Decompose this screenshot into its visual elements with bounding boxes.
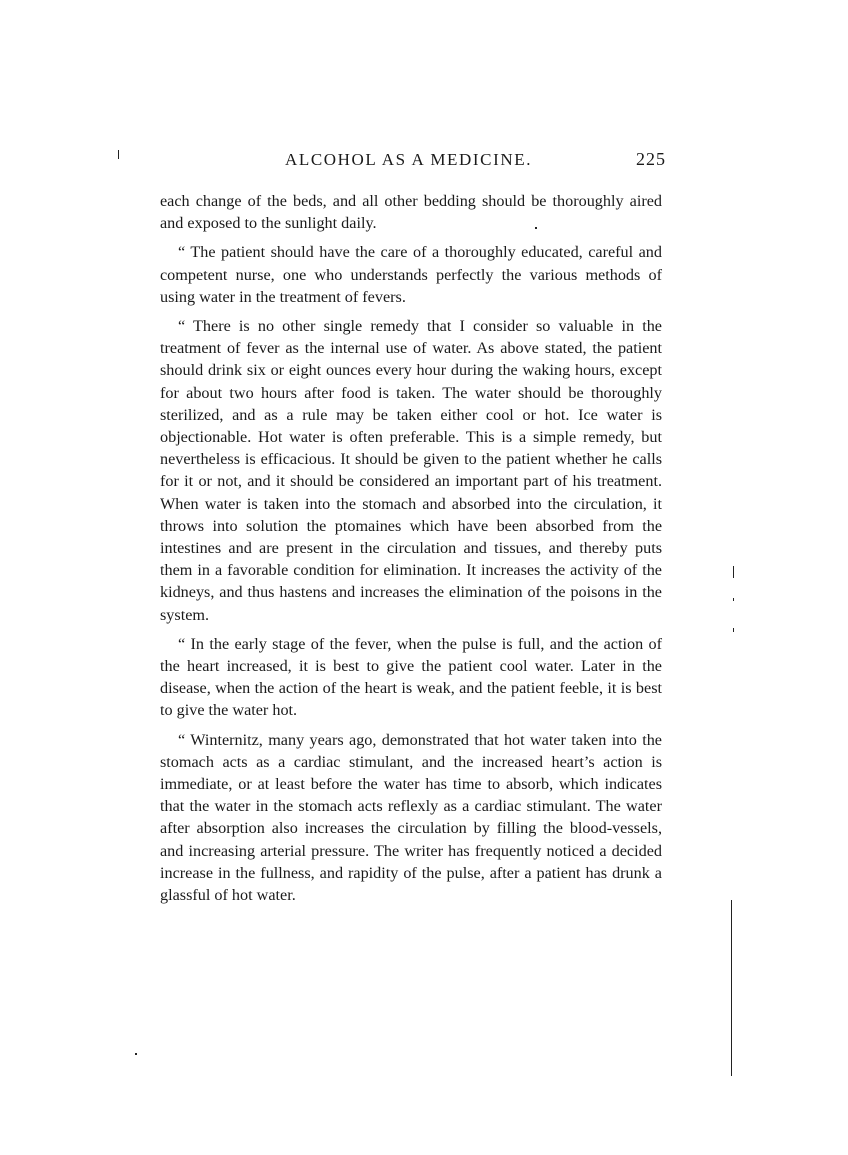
margin-mark-right-3 [733,628,734,632]
margin-dot-left-bottom [135,1053,137,1055]
paragraph-continuation: each change of the beds, and all other bedding should be thoroughly aired and exposed to the sunlight daily. [160,192,662,233]
paragraph-early-stage: “ In the early stage of the fever, when the pulse is full, and the action of the heart increased, it is best to give the patient cool water. Later in the disease, when the action of the heart is weak, and the patient feeble, it is best to give the water hot. [160,634,662,720]
paragraph-water-remedy: “ There is no other single remedy that I consider so valuable in the treatment of fever as the internal use of water. As above stated, the patient should drink six or eight ounces every hour during the waking hours, except for about two hours after food is taken. The water should be thoroughly sterilized, and as a rule may be taken either cool or hot. Ice water is objectionable. Hot water is often preferable. This is a simple remedy, but nevertheless is efficacious. It should be given to the patient whether he calls for it or not, and it should be considered an important part of his treatment. When water is taken into the stomach and absorbed into the circulation, it throws into solution the ptomaines which have been absorbed from the intestines and are present in the circulation and tissues, and thereby puts them in a favorable condition for elimination. It increases the activity of the kidneys, and thus hastens and increases the elimination of the poisons in the system. [160,317,662,624]
margin-mark-right-1 [733,566,734,578]
margin-rule-right [731,900,732,1076]
speck-top-right [535,227,537,229]
page-number: 225 [636,149,666,169]
paragraph-winternitz: “ Winternitz, many years ago, demonstrated that hot water taken into the stomach acts as a cardiac stimulant, and the increased heart’s action is immediate, or at least before the water has time to absorb, which indicates that the water in the stomach acts reflexly as a cardiac stimulant. The water after absorption also increases the circulation by filling the blood-vessels, and increasing arterial pressure. The writer has frequently noticed a decided increase in the fullness, and rapidity of the pulse, after a patient has drunk a glassful of hot water. [160,730,662,905]
margin-mark-right-2 [733,598,734,601]
running-head-title: ALCOHOL AS A MEDICINE. [285,150,533,169]
running-head [160,150,670,174]
margin-mark-left-top [118,150,119,159]
paragraph-nurse: “ The patient should have the care of a thoroughly educated, careful and competent nurse, one who understands perfectly the various methods of using water in the treatment of fevers. [160,243,662,306]
body-text [160,190,662,906]
